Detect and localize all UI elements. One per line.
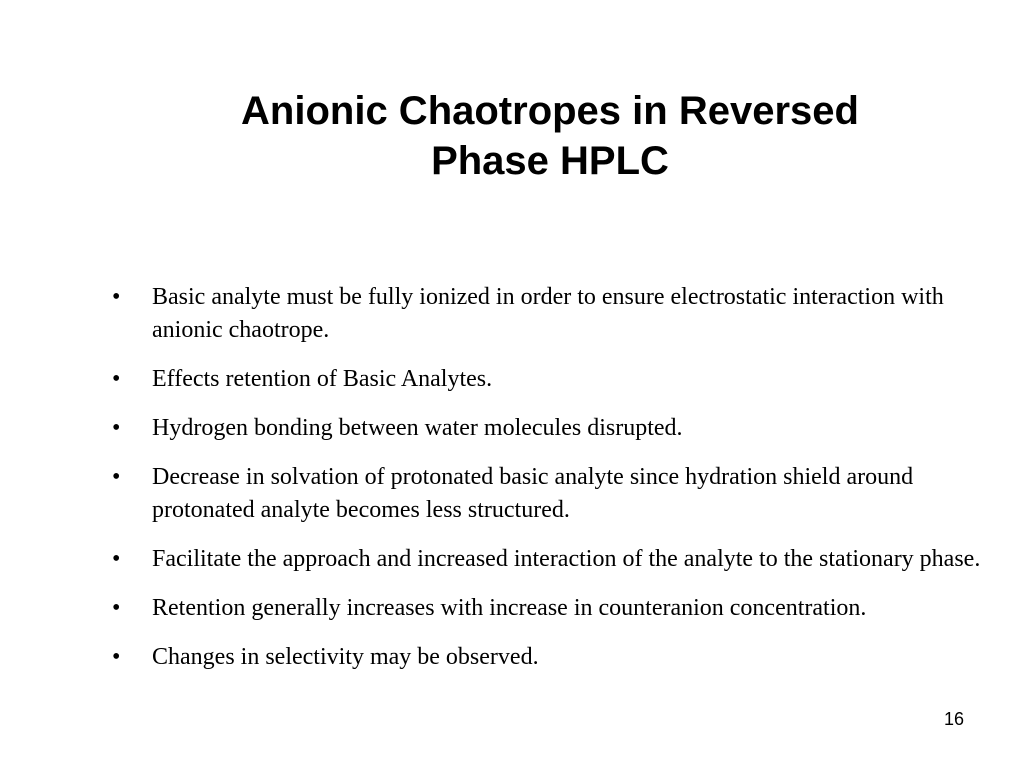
- slide-title: [130, 86, 970, 186]
- bullet-text: Retention generally increases with increase in counteranion concentration.: [152, 595, 867, 621]
- bullet-item-5: [112, 543, 1012, 576]
- bullet-text: Facilitate the approach and increased interaction of the analyte to the stationary phase.: [152, 546, 981, 572]
- bullet-marker: •: [112, 595, 121, 621]
- bullet-text: Decrease in solvation of protonated basic analyte since hydration shield around protonated analyte becomes less structured.: [152, 464, 914, 523]
- page-number: 16: [943, 709, 964, 729]
- bullet-marker: •: [112, 284, 121, 310]
- bullet-item-7: [112, 641, 1012, 674]
- bullet-text: Effects retention of Basic Analytes.: [152, 366, 493, 392]
- slide-title-line-2: Phase HPLC: [431, 139, 669, 183]
- bullet-marker: •: [112, 546, 121, 572]
- bullet-item-4: [112, 461, 1012, 527]
- slide-title-line-1: Anionic Chaotropes in Reversed: [241, 89, 859, 133]
- bullet-marker: •: [112, 415, 121, 441]
- bullet-item-3: [112, 412, 1012, 445]
- bullet-text: Basic analyte must be fully ionized in order to ensure electrostatic interaction with anionic chaotrope.: [152, 284, 944, 343]
- bullet-marker: •: [112, 644, 121, 670]
- bullet-text: Hydrogen bonding between water molecules disrupted.: [152, 415, 683, 441]
- bullet-list: [112, 281, 1012, 674]
- bullet-item-1: [112, 281, 1012, 347]
- bullet-item-2: [112, 363, 1012, 396]
- bullet-text: Changes in selectivity may be observed.: [152, 644, 539, 670]
- bullet-marker: •: [112, 464, 121, 490]
- bullet-marker: •: [112, 366, 121, 392]
- bullet-item-6: [112, 592, 1012, 625]
